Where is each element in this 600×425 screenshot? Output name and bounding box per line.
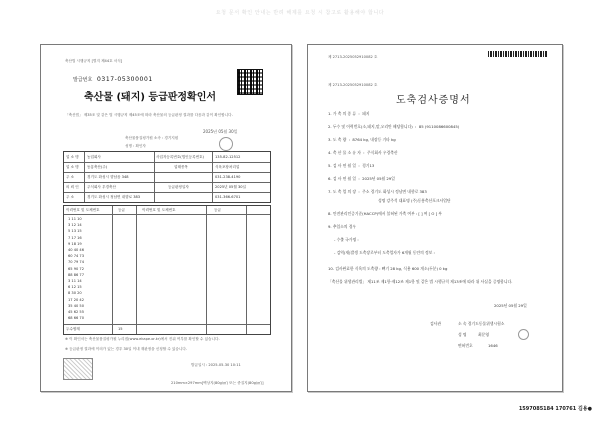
grade-row: 9 18 19 (68, 241, 82, 246)
table-label: 사업자등록번호(법인등록번호) (156, 155, 204, 159)
table-label: 주 소 (66, 175, 75, 179)
footer-id: 1597085184 170761 김용● (518, 406, 592, 412)
item-10: 10. 검사완료한 식육의 도축량 : 뼈기 28 kg, 식용 600 개소(두분) 0 kg (328, 266, 448, 271)
table-value: 031-238-4190 (215, 175, 241, 179)
item-9: 9. 추입소의 경우 (328, 224, 357, 229)
item-9b: - 검역(재)발생 도축장로부터 도축업자가 6개월 동안의 정보 : (334, 250, 435, 255)
grade-row: 3 11 14 (68, 279, 82, 283)
inspector-seal-icon (518, 329, 529, 340)
grade-header: 이력번호 및 도체번호 (142, 208, 176, 212)
barcode-icon (488, 51, 548, 57)
business-info-table (63, 151, 271, 203)
item-row: 6. 검 사 연 월 일 : 2025년 05월 29일 (328, 176, 395, 181)
table-label: 주 소 (66, 195, 75, 199)
paper-size: 210mm×297mm[백상지(80g/㎡) 또는 중질지(80g/㎡)] (171, 381, 264, 385)
issue-datetime: 발급일시 : 2025-05-30 10:11 (191, 363, 241, 367)
grade-row: 68 66 70 (68, 316, 85, 321)
table-value: 135-82-12512 (215, 155, 241, 159)
inspector-org: 소 속 경기도동물위생시험소 (458, 321, 505, 326)
inspector-label: 검사관 (430, 321, 442, 326)
table-label: 업 소 명 (66, 165, 79, 169)
summary-value: 15 (118, 327, 123, 331)
grade-row: 7 17 16 (68, 235, 82, 240)
qr-code-icon (237, 69, 263, 95)
notice-banner: 요청 문서 확인 안내는 반려 해제를 요청 시 참고로 활용해야 합니다 (215, 10, 385, 16)
item-row: 1. 가 축 의 종 류 : 돼지 (328, 111, 370, 116)
grade-header: 등급 (214, 208, 221, 212)
grade-certificate-page (40, 44, 292, 392)
inspector-name: 최문영 (478, 332, 490, 337)
item-row: 4. 축 산 물 소 유 자 : 주식회사 우경축산 (328, 150, 398, 155)
table-value: 주식회사 우경축산 (87, 185, 116, 189)
grade-row: 6 12 15 (68, 285, 82, 290)
issue-date: 2025년 05월 29일 (494, 303, 527, 308)
table-value: 농업회사 (87, 155, 101, 159)
inspector-line: 성명 : 확인자 (125, 144, 146, 148)
certificate-number: 제 2713-2025052910082 호 (328, 83, 378, 87)
inspector-no: 1646 (488, 343, 498, 348)
table-value: 식육포장처리업 (215, 165, 240, 169)
item-row: 성명 강주석 대표명 (주)동흥축산포크사업단 (378, 198, 451, 203)
grade-row: 40 40 46 (68, 248, 85, 252)
issue-date: 2025년 05월 30일 (203, 129, 238, 134)
grade-row: 3 12 14 (68, 223, 82, 228)
intro-text: 「축산법」 제35조 및 같은 법 시행규칙 제45조에 따라 축산물의 등급판정 결과를 다음과 같이 확인합니다. (65, 113, 233, 117)
document-title: 도축검사증명서 (396, 95, 471, 106)
form-number: 축산법 시행규칙 [별지 제44호 서식] (65, 59, 123, 63)
item-row: 3. 도 축 량 : 8764 kg, 내장등 기타 kg (328, 137, 396, 142)
table-value: 2025년 05월 30일 (215, 185, 246, 189)
item-9a: - 수출 국가명 : (334, 237, 359, 242)
security-pattern-icon (63, 358, 93, 380)
table-label: 업 소 명 (66, 155, 79, 159)
table-value: 동흥축산(주) (87, 165, 108, 169)
note-2: ※ 등급판정 결과에 이의가 있는 경우 30일 이내 재판정을 신청할 수 있습니다. (65, 347, 187, 351)
slaughter-inspection-certificate-page (307, 44, 563, 392)
grade-row: 88 86 77 (68, 272, 85, 277)
grade-header: 이력번호 및 도체번호 (66, 208, 100, 212)
document-title: 축산물 (돼지) 등급판정확인서 (84, 92, 217, 103)
cert-number-label: 발급번호 (73, 77, 93, 83)
cert-number: 0317-05300001 (97, 76, 153, 83)
grade-row: 1 11 10 (68, 217, 82, 221)
item-8: 8. 안전관리인증기준(HACCP)에서 불허된 가축 여부 : [ ] 여 [ O ] 부 (328, 211, 442, 216)
inspector-name-label: 성 명 (458, 332, 467, 337)
grade-header: 등급 (118, 208, 125, 212)
grade-row: 5 13 15 (68, 229, 82, 234)
item-row: 2. 두수 및 이력번호(소,돼지,말,오리만 해당합니다) : 85 (9110086600845) (328, 124, 460, 129)
issuer-line: 축산물품질평가원 소속 : 경기지원 (125, 136, 179, 140)
grade-row: 60 74 73 (68, 254, 85, 259)
grade-row: 65 90 72 (68, 266, 85, 271)
statement: 「축산물 위생관리법」 제11조 제1항·제12조 제1항 및 같은 법 시행규칙 제13조에 따라 위 사실을 증명합니다. (328, 279, 513, 284)
table-label: 업태종목 (174, 165, 188, 169)
table-value: 경기도 화성시 정남면 내향로 383 (87, 195, 141, 199)
grade-row: 35 40 50 (68, 303, 85, 308)
summary-label: 두수합계 (66, 327, 80, 331)
table-value: 경기도 화성시 향남읍 348 (87, 175, 129, 179)
table-label: 등급판정일자 (168, 185, 189, 189)
grade-row: 70 79 74 (68, 260, 85, 265)
item-row: 7. 도 축 업 의 장 : 주소 경기도 화성시 정남면 내향로 383 (328, 189, 427, 194)
inspector-no-label: 면허번호 (458, 343, 473, 348)
grade-row: 17 20 42 (68, 297, 85, 302)
grade-row: 45 62 55 (68, 310, 85, 314)
official-seal-icon (219, 137, 233, 151)
item-row: 5. 검 사 연 월 일 : 경기13 (328, 163, 375, 168)
grade-row: 8 30 20 (68, 291, 82, 296)
table-value: 031-366-6701 (215, 195, 241, 199)
table-label: 의 뢰 인 (66, 185, 79, 189)
form-number: 제 2713-2025052910082 호 (328, 55, 378, 59)
note-1: ※ 이 확인서는 축산물품질평가원 누리집(www.ekape.or.kr)에서 진위 여부를 확인할 수 있습니다. (65, 337, 220, 341)
grade-table (63, 205, 271, 335)
